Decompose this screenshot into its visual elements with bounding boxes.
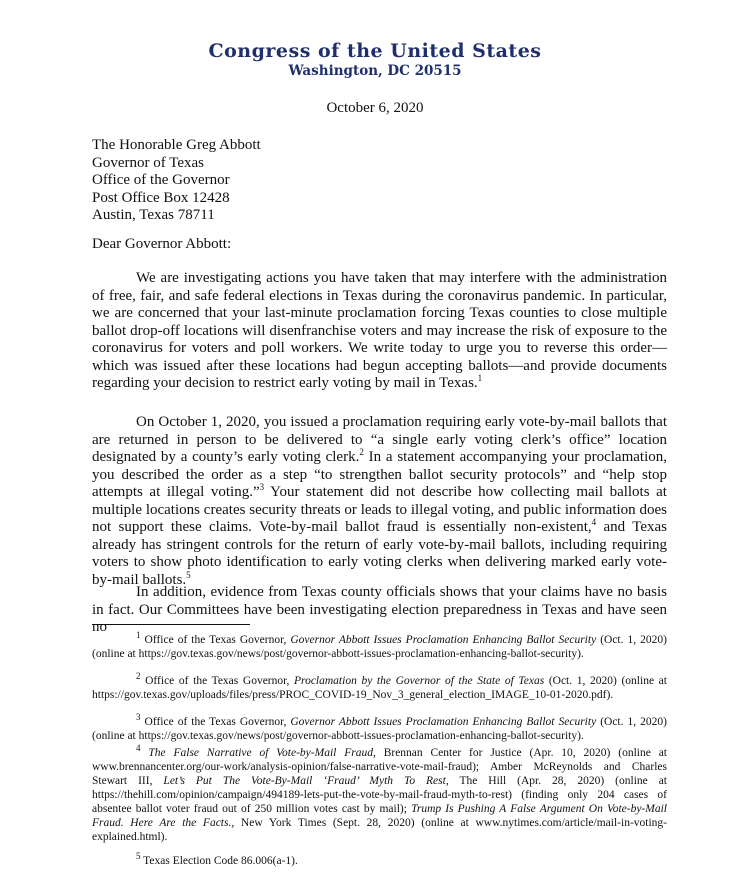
footnote-ref: 3	[259, 482, 265, 492]
paragraph-text: Your statement did not describe how collecting mail ballots at multiple locations creates security threats or leads to illegal voting, and public information does not support these claims. Vote-by-mail ballot fraud is essentially non-existent,	[92, 484, 667, 535]
footnote-text: , New York Times (Sept. 28, 2020) (online at www.nytimes.com/article/mail-in-voting-explained.html).	[92, 817, 667, 843]
paragraph-text: In addition, evidence from Texas county officials shows that your claims have no basis in fact. Our Committees have been investigating election preparedness in Texas and have seen no	[92, 584, 667, 635]
letterhead-subtitle: Washington, DC 20515	[288, 63, 462, 79]
paragraph-text: In a statement accompanying your proclamation, you described the order as a step “to strengthen ballot security protocols” and “help stop attempts at illegal voting.”	[92, 449, 667, 500]
footnote-3	[92, 712, 667, 743]
body-paragraph-2	[92, 414, 667, 589]
footnote-ref: 5	[186, 569, 191, 580]
footnote-title: Governor Abbott Issues Proclamation Enhancing Ballot Security	[290, 716, 597, 728]
footnote-number: 2	[136, 671, 141, 682]
footnote-text: (Oct. 1, 2020) (online at https://gov.texas.gov/news/post/governor-abbott-issues-proclamation-enhancing-ballot-security).	[92, 634, 667, 660]
footnote-text: Office of the Texas Governor,	[140, 634, 291, 646]
letterhead-title: Congress of the United States	[208, 40, 542, 62]
address-line: Post Office Box 12428	[92, 189, 230, 206]
footnote-text: Office of the Texas Governor,	[140, 716, 291, 728]
footnote-text: (Oct. 1, 2020) (online at https://gov.texas.gov/uploads/files/press/PROC_COVID-19_Nov_3_general_election_IMAGE_10-01-2020.pdf).	[92, 675, 667, 701]
footnote-divider	[92, 624, 250, 625]
footnote-text: , The Hill (Apr. 28, 2020) (online at https://thehill.com/opinion/campaign/494189-lets-put-the-vote-by-mail-fraud-myth-to-rest) (finding only 204 cases of absentee ballot voter fraud out of 250 million votes cast by mail);	[92, 775, 668, 815]
footnote-5	[92, 851, 667, 868]
footnote-title: Proclamation by the Governor of the State of Texas	[294, 675, 545, 687]
salutation: Dear Governor Abbott:	[92, 236, 232, 252]
footnote-text: , Brennan Center for Justice (Apr. 10, 2020) (online at www.brennancenter.org/our-work/analysis-opinion/false-narrative-vote-mail-fraud); Amber McReynolds and Charles Stewart III,	[92, 747, 667, 787]
footnote-number: 5	[136, 851, 141, 862]
recipient-address	[92, 137, 261, 225]
letter-date: October 6, 2020	[326, 100, 424, 116]
footnote-title: Trump Is Pushing A False Argument On Vote-by-Mail Fraud. Here Are the Facts.	[92, 803, 667, 829]
body-paragraph-3	[92, 584, 667, 637]
footnote-text: Texas Election Code 86.006(a-1).	[140, 855, 298, 867]
body-paragraph-1	[92, 270, 667, 393]
footnote-title: The False Narrative of Vote-by-Mail Fraud	[140, 747, 373, 759]
footnote-1	[92, 630, 667, 661]
address-line: Office of the Governor	[92, 172, 230, 188]
footnote-ref: 2	[359, 447, 364, 457]
address-line: Austin, Texas 78711	[92, 207, 215, 223]
footnote-number: 4	[136, 743, 141, 754]
paragraph-text: We are investigating actions you have taken that may interfere with the administration of free, fair, and safe federal elections in Texas during the coronavirus pandemic. In particular, we are concerned that your last-minute proclamation forcing Texas counties to close multiple ballot drop-off locations will disenfranchise voters and may increase the risk of exposure to the coronavirus for voters and poll workers. We write today to urge you to reverse this order—which was issued after these locations had begun accepting ballots—and provide documents regarding your decision to restrict early voting by mail in Texas.	[92, 270, 667, 391]
footnote-title: Let’s Put The Vote-By-Mail ‘Fraud’ Myth To Rest	[163, 775, 446, 787]
footnote-text: Office of the Texas Governor,	[140, 675, 294, 687]
address-line: Governor of Texas	[92, 154, 204, 171]
address-line: The Honorable Greg Abbott	[92, 137, 261, 153]
paragraph-text: and Texas already has stringent controls for the return of early vote-by-mail ballots, including requiring voters to show photo identification to early voting clerks when delivering marked early vote-by-mail ballots.	[92, 519, 668, 588]
paragraph-text: On October 1, 2020, you issued a proclamation requiring early vote-by-mail ballots that are returned in person to be delivered to “a single early voting clerk’s office” location designated by a county’s early voting clerk.	[92, 414, 667, 465]
footnote-ref: 4	[591, 517, 597, 527]
footnote-title: Governor Abbott Issues Proclamation Enhancing Ballot Security	[290, 634, 597, 646]
letterhead	[0, 40, 750, 80]
footnote-2	[92, 671, 667, 702]
footnote-ref: 1	[477, 373, 483, 383]
footnote-number: 1	[136, 630, 141, 641]
footnote-text: (Oct. 1, 2020) (online at https://gov.texas.gov/news/post/governor-abbott-issues-proclamation-enhancing-ballot-security).	[92, 716, 667, 742]
footnote-number: 3	[136, 712, 141, 723]
footnote-4	[92, 743, 668, 844]
